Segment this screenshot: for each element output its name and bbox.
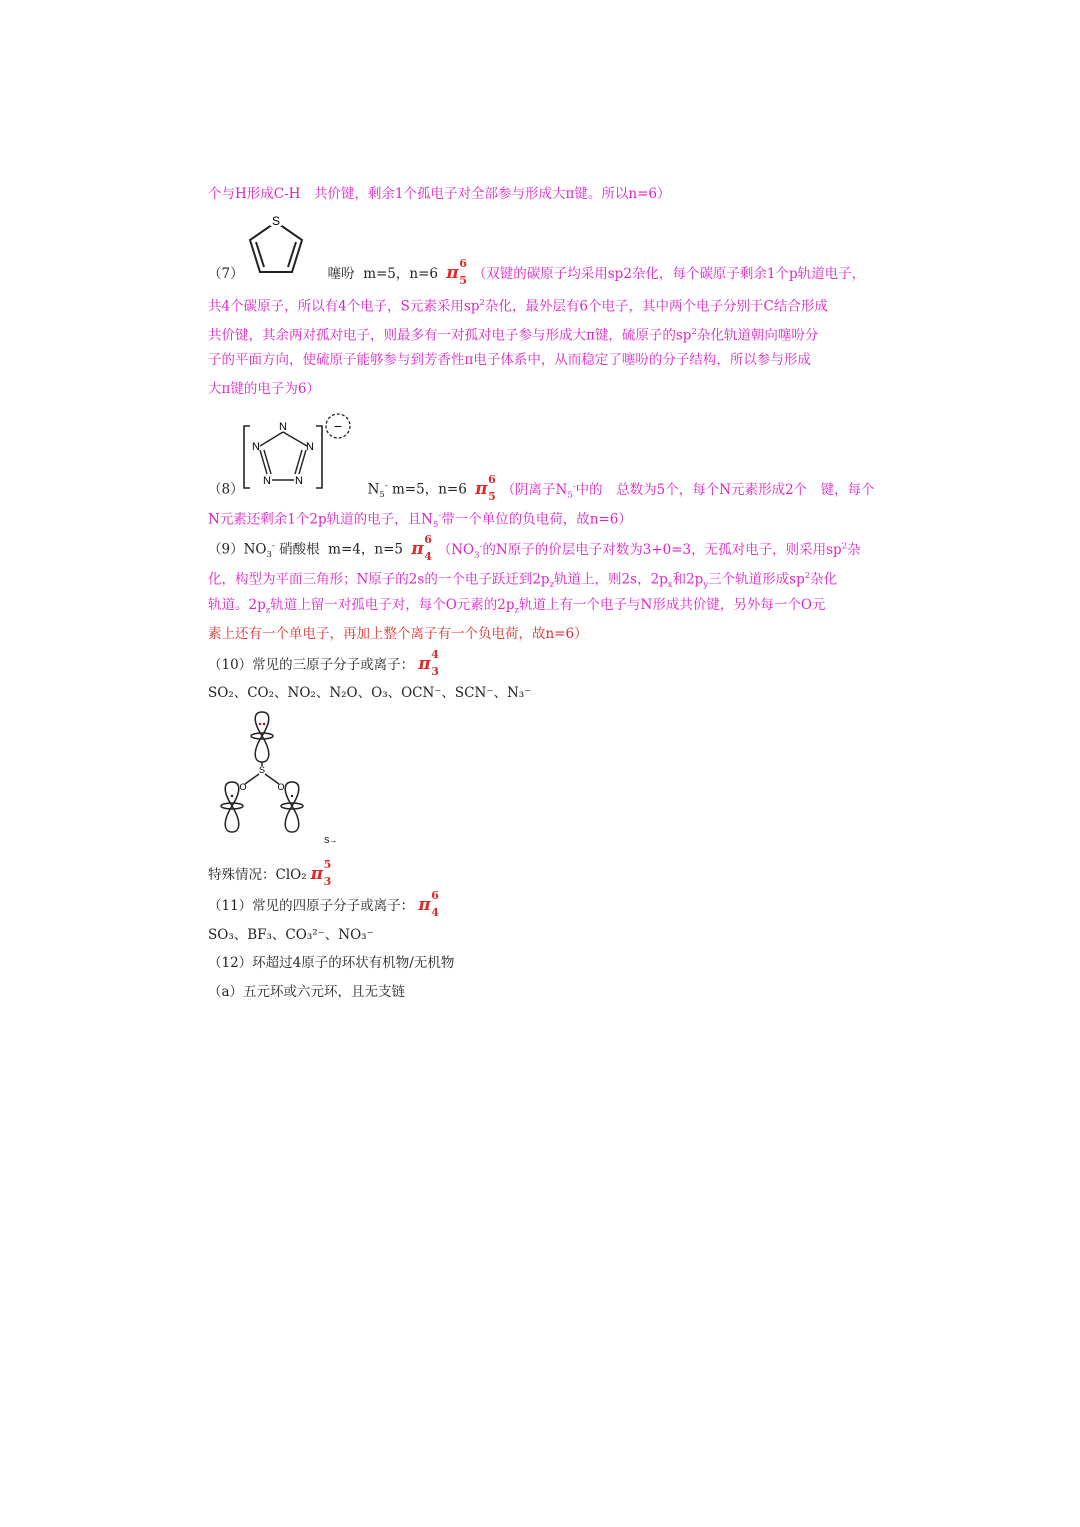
ring-title: （12）环超过4原子的环状有机物/无机物 <box>208 955 455 971</box>
item-number-8: （8） <box>208 481 244 498</box>
ring-subitem: （a）五元环或六元环，且无支链 <box>208 984 406 1000</box>
thiophene-name: 噻吩 <box>327 266 355 282</box>
nitrate-line-2: 化，构型为平面三角形；N原子的2s的一个电子跃迁到$2p_z$轨道上，则2s，$2p_x$和$2p_y$三个轨道形成$sp^2$杂化 <box>208 571 838 591</box>
pi-bond-symbol: π 6 4 <box>418 889 439 919</box>
thiophene-line-2: 共4个碳原子，所以有4个电子，S元素采用$sp^2$杂化，最外层有6个电子，其中两个电子分别于C结合形成 <box>208 298 828 315</box>
thiophene-sulfur-label: S <box>271 214 281 228</box>
pentazolate-line-1: （8） $N_5^-$ m=5，n=6 π 6 5 （阴离子$N_5^-$中的 总数为5个，每个N元素形成2个 键，每个 <box>208 472 875 503</box>
triatomic-title: （10）常见的三原子分子或离子： π 4 3 <box>208 648 439 678</box>
pi-bond-symbol: π 6 4 <box>411 532 432 563</box>
so2-orbital-diagram <box>212 710 352 848</box>
pentazolate-line-2: N元素还剩余1个2p轨道的电子，且$N_5^-$带一个单位的负电荷，故n=6） <box>208 511 632 531</box>
svg-text:N: N <box>306 441 314 453</box>
svg-text:N: N <box>263 475 271 487</box>
text-line-1: 个与H形成C-H 共价键，剩余1个孤电子对全部参与形成大π键。所以n=6） <box>208 186 671 202</box>
thiophene-line-5: 大π键的电子为6） <box>208 381 320 397</box>
diagram-label: S→ <box>324 836 338 845</box>
negative-charge-symbol: − <box>333 418 343 434</box>
four-atom-title: （11）常见的四原子分子或离子： π 6 4 <box>208 889 439 919</box>
pi-bond-symbol: π 4 3 <box>418 648 439 678</box>
pi-bond-symbol: π 6 5 <box>475 472 496 503</box>
nitrate-line-4: 素上还有一个单电子，再加上整个离子有一个负电荷，故n=6） <box>208 626 588 642</box>
pi-bond-symbol: π 5 3 <box>310 858 332 888</box>
thiophene-mn: m=5，n=6 <box>363 266 438 282</box>
triatomic-list: SO₂、CO₂、NO₂、N₂O、O₃、OCN⁻、SCN⁻、N₃⁻ <box>208 685 532 701</box>
thiophene-explain-1: （双键的碳原子均采用sp2杂化，每个碳原子剩余1个p轨道电子， <box>472 266 866 282</box>
nitrate-line-1: $(9)NO_3^-$ 硝酸根 m=4，n=5 π 6 4 （$NO_3^-$的N原子的价层电子对数为3+0=3，无孤对电子，则采用$sp^2$杂 <box>208 532 861 563</box>
svg-text:N: N <box>295 475 303 487</box>
pentazolate-mn: m=5，n=6 <box>392 481 467 498</box>
nitrate-line-3: 轨道。$2p_z$轨道上留一对孤电子对，每个O元素的$2p_z$轨道上有一个电子与N形成共价键，另外每一个O元 <box>208 597 826 616</box>
svg-text:O: O <box>239 782 247 792</box>
thiophene-line-1 <box>208 257 866 287</box>
four-atom-list: SO₃、BF₃、CO₃²⁻、NO₃⁻ <box>208 927 374 943</box>
svg-text:N: N <box>279 421 287 433</box>
pi-bond-symbol: π 6 5 <box>446 257 467 287</box>
thiophene-line-4: 子的平面方向，使硫原子能够参与到芳香性π电子体系中，从而稳定了噻吩的分子结构，所以参与形成 <box>208 352 811 368</box>
special-case-line: 特殊情况：ClO₂ π 5 3 <box>208 858 332 888</box>
svg-text:S: S <box>258 765 266 775</box>
svg-text:O: O <box>277 782 285 792</box>
svg-text:N: N <box>252 441 260 453</box>
item-number-7: （7） <box>208 266 244 282</box>
thiophene-line-3: 共价键，其余两对孤对电子，则最多有一对孤对电子参与形成大π键，硫原子的$sp^2$杂化轨道朝向噻吩分 <box>208 327 819 344</box>
